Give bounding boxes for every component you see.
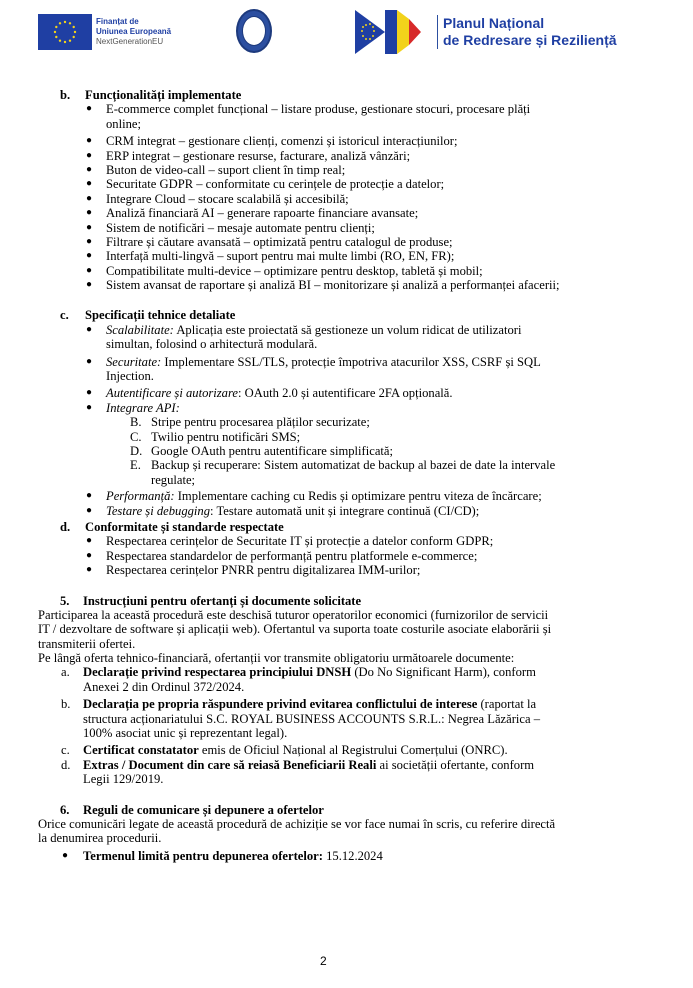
page-header <box>0 0 693 70</box>
document-item-continuation: Anexei 2 din Ordinul 372/2024. <box>83 679 245 694</box>
list-item: ● Securitate GDPR – conformitate cu cerințele de protecție a datelor; <box>86 177 445 192</box>
section-b-title: Funcționalități implementate <box>85 88 242 102</box>
api-item: E. Backup și recuperare: Sistem automatizat de backup al bazei de date la intervale <box>130 458 556 473</box>
api-item: D. Google OAuth pentru autentificare simplificată; <box>130 443 393 458</box>
document-body <box>0 88 693 863</box>
list-item: ● Securitate: Implementare SSL/TLS, protecție împotriva atacurilor XSS, CSRF și SQL <box>86 354 541 369</box>
list-item: ● E-commerce complet funcțional – listare produse, gestionare stocuri, procesare plăți <box>86 102 531 117</box>
list-item: ● Analiză financiară AI – generare rapoarte financiare avansate; <box>86 206 419 221</box>
document-item-c: c. Certificat constatator emis de Oficiul Național al Registrului Comerțului (ONRC). <box>61 743 508 758</box>
page-number: 2 <box>320 954 327 968</box>
bullet-icon: ● <box>86 279 93 291</box>
bullet-icon: ● <box>86 490 93 502</box>
document-item-a: a. Declarație privind respectarea principiului DNSH (Do No Significant Harm), conform <box>61 665 536 680</box>
section-5-heading: 5. Instrucțiuni pentru ofertanți și documente solicitate <box>60 593 362 608</box>
bullet-icon: ● <box>86 264 93 276</box>
bullet-icon: ● <box>86 387 93 399</box>
list-item: ● Sistem de notificări – mesaje automate pentru clienți; <box>86 220 375 235</box>
list-item: ● Integrare API: <box>86 400 180 415</box>
list-item: ● Filtrare și căutare avansată – optimizată pentru catalogul de produse; <box>86 234 453 249</box>
pnrr-arrows-icon <box>355 10 433 54</box>
bullet-icon: ● <box>86 549 93 561</box>
document-item-d: d. Extras / Document din care să reiasă Beneficiarii Reali ai societății ofertante, conform <box>61 757 535 772</box>
list-item: ● Sistem avansat de raportare și analiză BI – monitorizare și analiză a performanței afacerii; <box>86 278 560 293</box>
list-item: ● Autentificare și autorizare: OAuth 2.0 și autentificare 2FA opțională. <box>86 386 453 401</box>
bullet-icon: ● <box>86 149 93 161</box>
bullet-icon: ● <box>86 564 93 576</box>
eu-logo-line3: NextGenerationEU <box>96 37 164 46</box>
deadline-label: Termenul limită pentru depunerea ofertelor: <box>83 848 323 863</box>
pnrr-logo-line1: Planul Național <box>443 15 545 31</box>
eu-flag-icon <box>38 14 92 50</box>
document-item-continuation: structura acționariatului S.C. ROYAL BUSINESS ACCOUNTS S.R.L.: Negrea Lăzărica – <box>83 711 541 726</box>
api-item: C. Twilio pentru notificări SMS; <box>130 429 301 444</box>
deadline-item <box>0 849 693 863</box>
list-item: ● Compatibilitate multi-device – optimizare pentru desktop, tabletă și mobil; <box>86 263 483 278</box>
bullet-icon: ● <box>86 221 93 233</box>
document-item-continuation: 100% asociat unic și reprezentant legal). <box>83 726 288 741</box>
bullet-icon: ● <box>86 135 93 147</box>
paragraph-line: Participarea la această procedură este deschisă tuturor operatorilor economici (furnizorilor de servicii <box>38 607 549 622</box>
list-item: ● Buton de video-call – suport client în timp real; <box>86 162 346 177</box>
eu-funding-logo <box>38 14 171 50</box>
list-item: ● Interfață multi-lingvă – suport pentru mai multe limbi (RO, EN, FR); <box>86 249 455 264</box>
list-item: ● ERP integrat – gestionare resurse, facturare, analiză vânzări; <box>86 148 411 163</box>
romanian-government-seal-icon <box>236 9 272 53</box>
section-5-title: Instrucțiuni pentru ofertanți și documente solicitate <box>83 593 362 608</box>
bullet-icon: ● <box>86 323 93 335</box>
bullet-icon: ● <box>86 355 93 367</box>
eu-logo-line2: Uniunea Europeană <box>96 27 172 36</box>
list-item: ● Integrare Cloud – stocare scalabilă și accesibilă; <box>86 191 349 206</box>
paragraph-line: la denumirea procedurii. <box>38 831 162 846</box>
list-item: ● Respectarea cerințelor PNRR pentru digitalizarea IMM-urilor; <box>86 563 421 578</box>
bullet-icon: ● <box>86 535 93 547</box>
bullet-icon: ● <box>86 504 93 516</box>
paragraph-line: IT / dezvoltare de software și aplicații web). Ofertantul va suporta toate costurile asociate elaborării și <box>38 622 552 637</box>
list-item: ● CRM integrat – gestionare clienți, comenzi și istoricul interacțiunilor; <box>86 134 458 149</box>
section-d-title: Conformitate și standarde respectate <box>85 519 284 534</box>
paragraph-line: transmiterii ofertei. <box>38 636 136 651</box>
bullet-icon: ● <box>86 192 93 204</box>
list-item-continuation: simultan, folosind o arhitectură modulară. <box>106 337 318 352</box>
bullet-icon: ● <box>86 401 93 413</box>
section-b-heading: b. Funcționalități implementate <box>60 88 242 102</box>
document-item-b: b. Declarația pe propria răspundere privind evitarea conflictului de interese (raportat la <box>61 697 537 712</box>
bullet-icon: ● <box>86 103 93 115</box>
bullet-icon: ● <box>86 163 93 175</box>
bullet-icon: ● <box>86 250 93 262</box>
list-item: ● Respectarea cerințelor de Securitate IT și protecție a datelor conform GDPR; <box>86 534 494 549</box>
section-6-heading: 6. Reguli de comunicare și depunere a ofertelor <box>60 802 324 817</box>
bullet-icon: ● <box>86 235 93 247</box>
bullet-icon: ● <box>86 207 93 219</box>
list-item: ● Performanță: Implementare caching cu Redis și optimizare pentru viteza de încărcare; <box>86 489 542 504</box>
section-c-heading: c. Specificații tehnice detaliate <box>60 308 236 323</box>
list-item: ● Testare și debugging: Testare automată unit și integrare continuă (CI/CD); <box>86 503 480 518</box>
section-c-title: Specificații tehnice detaliate <box>85 308 236 323</box>
section-d-heading: d. Conformitate și standarde respectate <box>60 519 284 534</box>
pnrr-logo <box>355 10 617 54</box>
deadline-value: 15.12.2024 <box>322 848 383 863</box>
document-item-continuation: Legii 129/2019. <box>83 772 164 787</box>
list-item-continuation: Injection. <box>106 369 154 384</box>
list-item: ● Scalabilitate: Aplicația este proiectată să gestioneze un volum ridicat de utilizatori <box>86 322 522 337</box>
list-item-continuation: online; <box>106 116 141 131</box>
eu-logo-line1: Finanțat de <box>96 17 139 26</box>
bullet-icon: ● <box>86 178 93 190</box>
list-item: ● Respectarea standardelor de performanță pentru platformele e-commerce; <box>86 548 478 563</box>
api-item: B. Stripe pentru procesarea plăților securizate; <box>130 415 370 430</box>
pnrr-logo-line2: de Redresare și Reziliență <box>443 32 617 48</box>
bullet-icon: ● <box>62 849 69 861</box>
api-item-continuation: regulate; <box>151 472 196 487</box>
paragraph-line: Pe lângă oferta tehnico-financiară, ofertanții vor transmite obligatoriu următoarele documente: <box>38 651 515 666</box>
section-6-title: Reguli de comunicare și depunere a ofertelor <box>83 802 324 817</box>
paragraph-line: Orice comunicări legate de această procedură de achiziție se vor face numai în scris, cu referire directă <box>38 816 556 831</box>
